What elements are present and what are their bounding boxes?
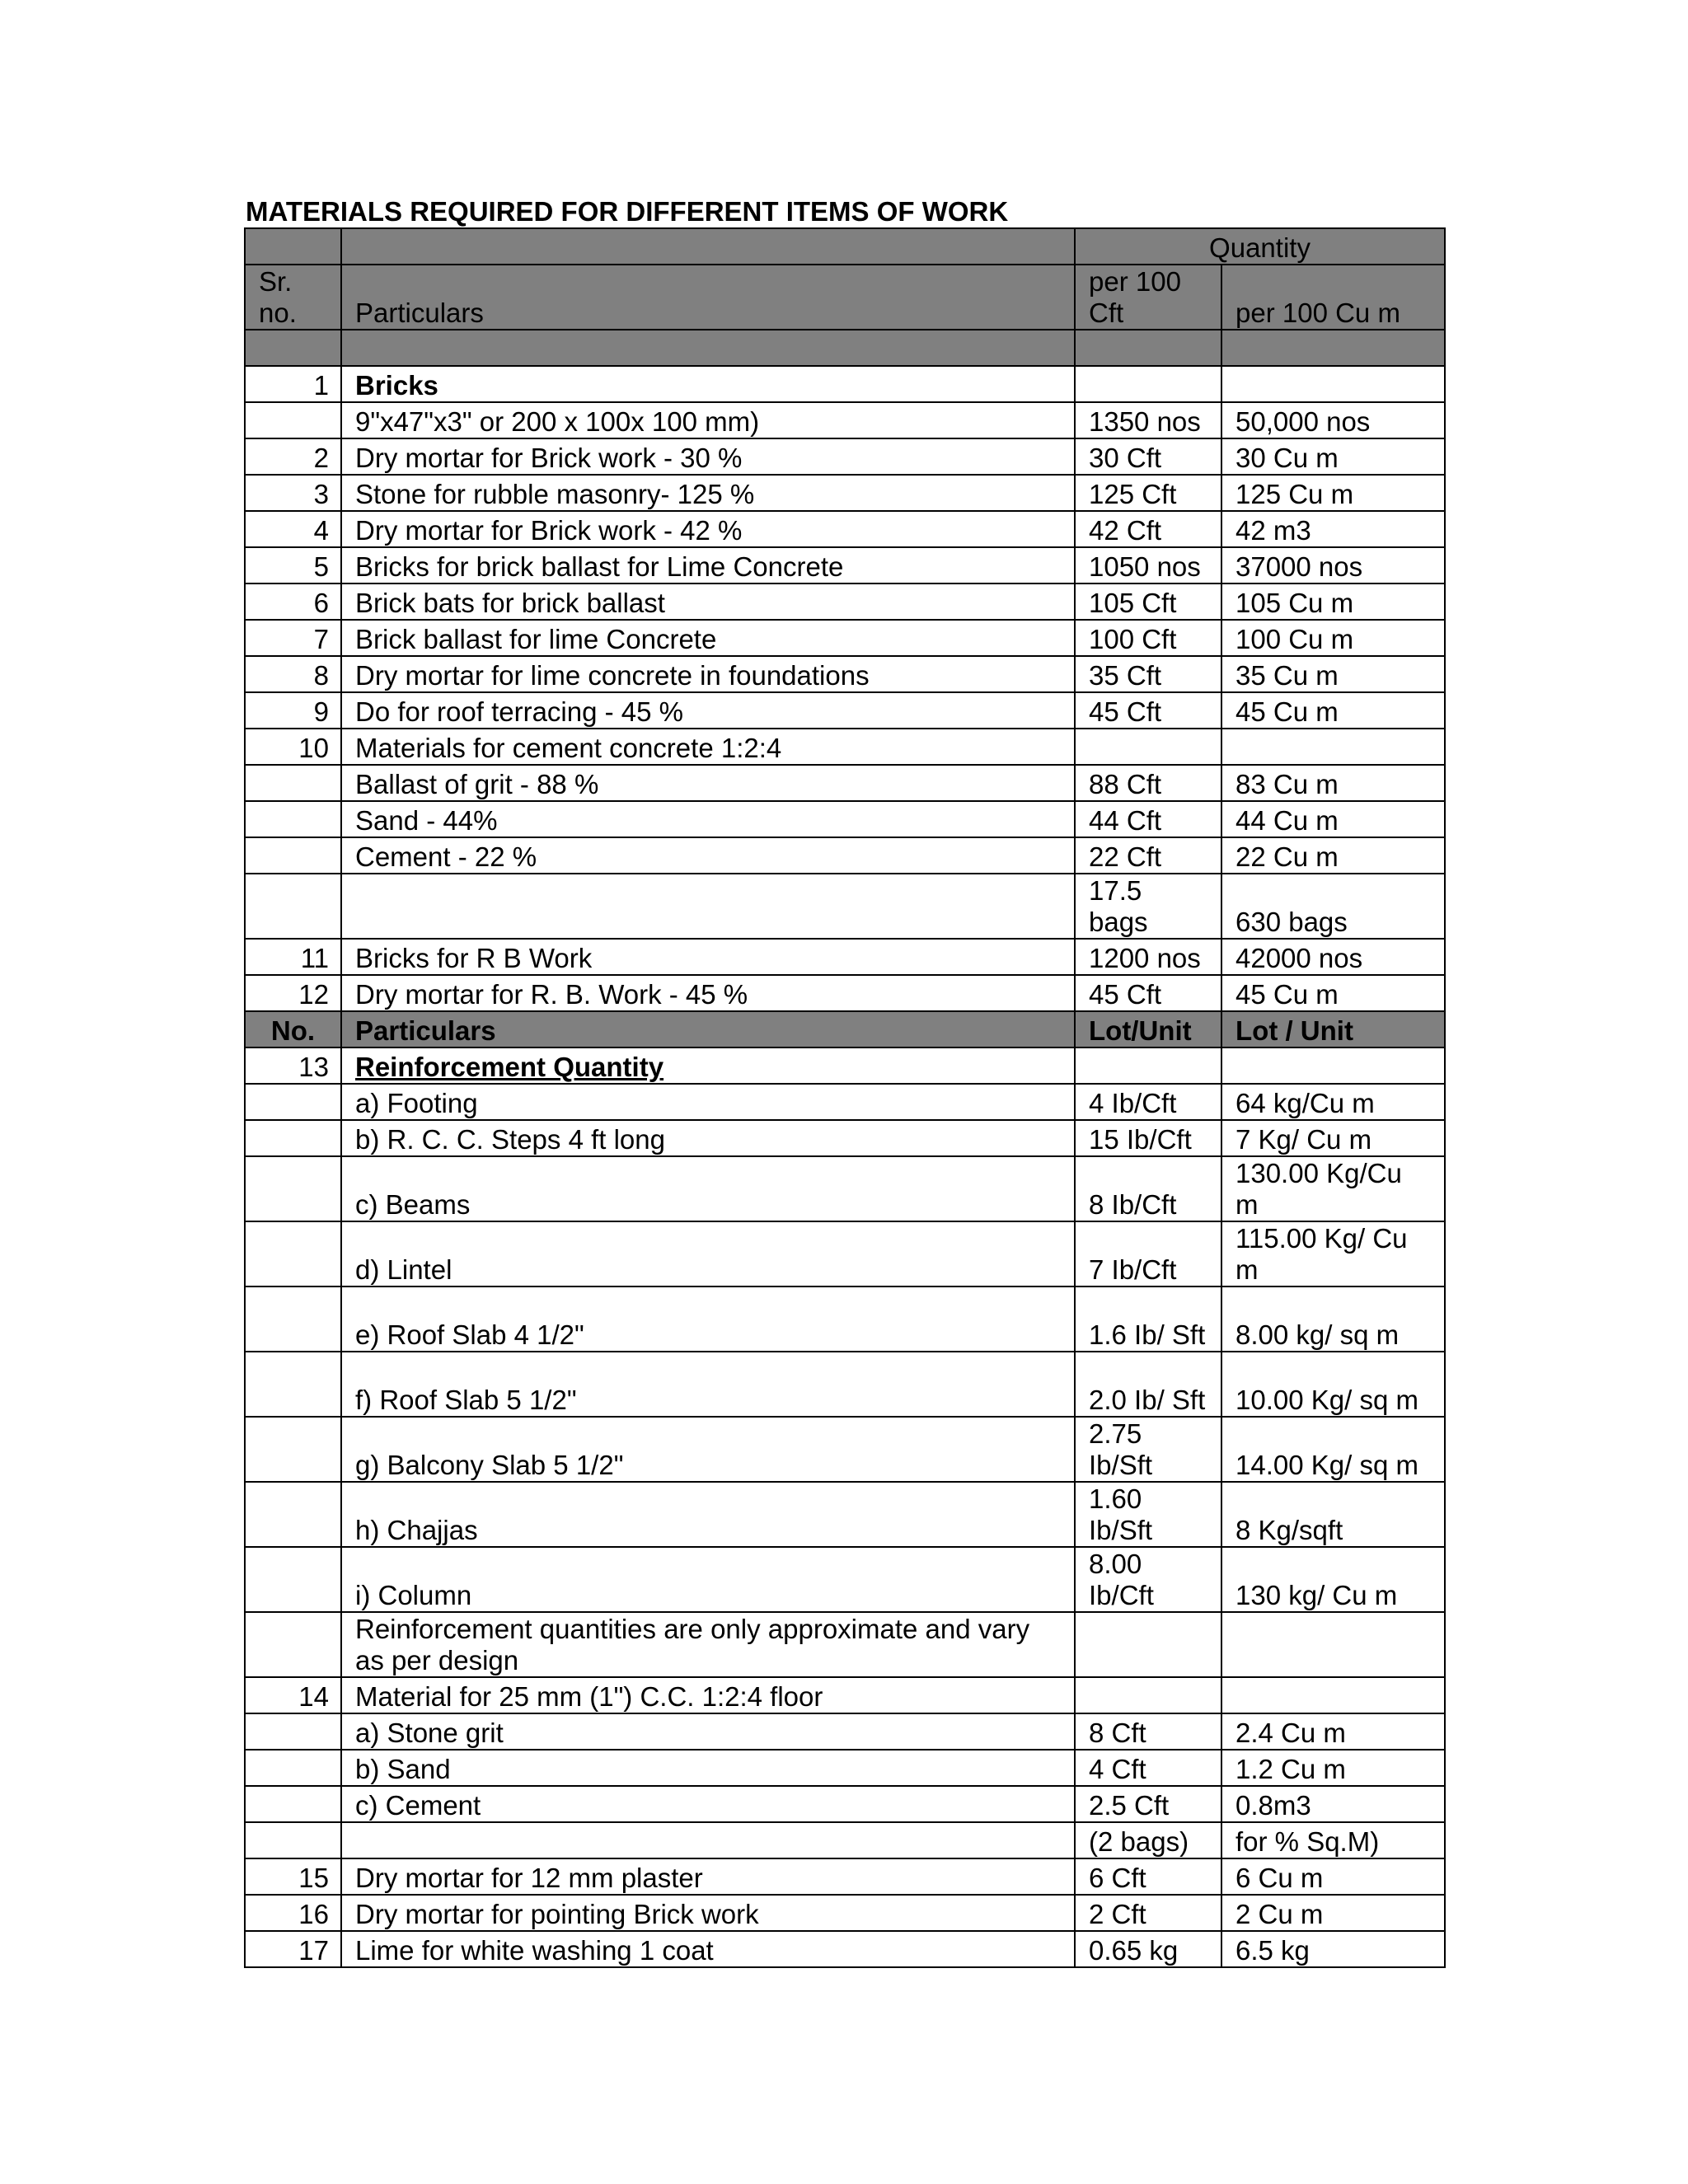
quantity-cell: 2.0 Ib/ Sft	[1075, 1352, 1221, 1417]
particulars-cell: a) Stone grit	[341, 1713, 1075, 1750]
table-row	[245, 1120, 1445, 1156]
row-number-cell	[245, 1750, 341, 1786]
particulars-cell: Bricks for brick ballast for Lime Concrete	[341, 547, 1075, 583]
per-100-cft-header: per 100 Cft	[1075, 265, 1221, 330]
quantity-cell: 35 Cu m	[1221, 656, 1445, 692]
particulars-cell: i) Column	[341, 1547, 1075, 1612]
header-cell	[1221, 330, 1445, 366]
row-number-cell	[245, 1156, 341, 1221]
row-number-cell: 15	[245, 1858, 341, 1895]
quantity-cell	[1221, 729, 1445, 765]
rows-group	[245, 366, 1445, 1011]
header-cell	[1075, 330, 1221, 366]
particulars-cell: Dry mortar for lime concrete in foundations	[341, 656, 1075, 692]
quantity-cell: 42000 nos	[1221, 939, 1445, 975]
row-number-cell	[245, 1286, 341, 1352]
quantity-cell: 6.5 kg	[1221, 1931, 1445, 1967]
table-row	[245, 1931, 1445, 1967]
quantity-cell: 105 Cft	[1075, 583, 1221, 620]
quantity-cell	[1221, 1677, 1445, 1713]
table-row	[245, 366, 1445, 402]
table-row	[245, 620, 1445, 656]
row-number-cell	[245, 837, 341, 874]
table-row	[245, 511, 1445, 547]
particulars-cell: Bricks	[341, 366, 1075, 402]
particulars-cell: Materials for cement concrete 1:2:4	[341, 729, 1075, 765]
quantity-cell: 630 bags	[1221, 874, 1445, 939]
particulars-cell: Stone for rubble masonry- 125 %	[341, 475, 1075, 511]
quantity-cell: 37000 nos	[1221, 547, 1445, 583]
quantity-cell: 45 Cu m	[1221, 692, 1445, 729]
particulars-subheader: Particulars	[341, 1011, 1075, 1047]
quantity-cell: 100 Cu m	[1221, 620, 1445, 656]
quantity-cell: 22 Cft	[1075, 837, 1221, 874]
quantity-cell	[1075, 366, 1221, 402]
header-cell	[245, 330, 341, 366]
table-row	[245, 1895, 1445, 1931]
table-row	[245, 1713, 1445, 1750]
row-number-cell: 1	[245, 366, 341, 402]
quantity-cell: 100 Cft	[1075, 620, 1221, 656]
table-row	[245, 1286, 1445, 1352]
particulars-cell: g) Balcony Slab 5 1/2"	[341, 1417, 1075, 1482]
table-row	[245, 692, 1445, 729]
quantity-cell	[1221, 1612, 1445, 1677]
table-row	[245, 1750, 1445, 1786]
quantity-cell: 22 Cu m	[1221, 837, 1445, 874]
quantity-cell: 8 Cft	[1075, 1713, 1221, 1750]
row-number-cell	[245, 402, 341, 438]
quantity-cell	[1075, 1612, 1221, 1677]
quantity-cell: 45 Cu m	[1221, 975, 1445, 1011]
quantity-cell: 8.00 kg/ sq m	[1221, 1286, 1445, 1352]
row-number-cell	[245, 1482, 341, 1547]
row-number-cell	[245, 765, 341, 801]
row-number-cell	[245, 1417, 341, 1482]
particulars-cell: Dry mortar for pointing Brick work	[341, 1895, 1075, 1931]
quantity-cell: 130 kg/ Cu m	[1221, 1547, 1445, 1612]
row-number-cell: 9	[245, 692, 341, 729]
quantity-cell: 105 Cu m	[1221, 583, 1445, 620]
row-number-cell: 6	[245, 583, 341, 620]
particulars-cell: Lime for white washing 1 coat	[341, 1931, 1075, 1967]
table-row	[245, 1221, 1445, 1286]
table-row	[245, 1786, 1445, 1822]
table-row	[245, 1547, 1445, 1612]
particulars-cell: Cement - 22 %	[341, 837, 1075, 874]
sr-no-header: Sr. no.	[245, 265, 341, 330]
header-row-quantity	[245, 228, 1445, 265]
table-row	[245, 475, 1445, 511]
particulars-cell: d) Lintel	[341, 1221, 1075, 1286]
row-number-cell	[245, 1084, 341, 1120]
table-row	[245, 1156, 1445, 1221]
document-title: MATERIALS REQUIRED FOR DIFFERENT ITEMS OF WORK	[246, 196, 1009, 227]
quantity-cell: 50,000 nos	[1221, 402, 1445, 438]
quantity-cell: 2.4 Cu m	[1221, 1713, 1445, 1750]
lot-unit-subheader: Lot / Unit	[1221, 1011, 1445, 1047]
quantity-cell: 42 m3	[1221, 511, 1445, 547]
quantity-cell: 8 Ib/Cft	[1075, 1156, 1221, 1221]
table-row	[245, 1047, 1445, 1084]
particulars-cell: Sand - 44%	[341, 801, 1075, 837]
table-row	[245, 1352, 1445, 1417]
row-number-cell: 7	[245, 620, 341, 656]
quantity-header: Quantity	[1075, 228, 1445, 265]
table-row	[245, 939, 1445, 975]
particulars-cell: a) Footing	[341, 1084, 1075, 1120]
row-number-cell	[245, 1713, 341, 1750]
quantity-cell: 130.00 Kg/Cu m	[1221, 1156, 1445, 1221]
row-number-cell	[245, 1786, 341, 1822]
table-row	[245, 1084, 1445, 1120]
quantity-cell: 88 Cft	[1075, 765, 1221, 801]
table-row	[245, 402, 1445, 438]
table-row	[245, 765, 1445, 801]
quantity-cell: 10.00 Kg/ sq m	[1221, 1352, 1445, 1417]
row-number-cell	[245, 874, 341, 939]
particulars-cell: Reinforcement Quantity	[341, 1047, 1075, 1084]
row-number-cell: 17	[245, 1931, 341, 1967]
table-row	[245, 656, 1445, 692]
particulars-cell: c) Beams	[341, 1156, 1075, 1221]
quantity-cell: 125 Cu m	[1221, 475, 1445, 511]
quantity-cell	[1075, 1047, 1221, 1084]
row-number-cell: 14	[245, 1677, 341, 1713]
quantity-cell: 42 Cft	[1075, 511, 1221, 547]
row-number-cell	[245, 1612, 341, 1677]
quantity-cell: 15 Ib/Cft	[1075, 1120, 1221, 1156]
subheader-row	[245, 1011, 1445, 1047]
particulars-cell: Dry mortar for R. B. Work - 45 %	[341, 975, 1075, 1011]
row-number-cell	[245, 1822, 341, 1858]
quantity-cell: 45 Cft	[1075, 692, 1221, 729]
particulars-cell: c) Cement	[341, 1786, 1075, 1822]
table-row	[245, 1417, 1445, 1482]
row-number-cell: 5	[245, 547, 341, 583]
quantity-cell: 44 Cu m	[1221, 801, 1445, 837]
row-number-cell: 16	[245, 1895, 341, 1931]
header-row-columns	[245, 265, 1445, 330]
particulars-cell	[341, 874, 1075, 939]
particulars-cell: e) Roof Slab 4 1/2"	[341, 1286, 1075, 1352]
quantity-cell: 115.00 Kg/ Cu m	[1221, 1221, 1445, 1286]
quantity-cell: 2 Cft	[1075, 1895, 1221, 1931]
table-row	[245, 874, 1445, 939]
quantity-cell: 0.8m3	[1221, 1786, 1445, 1822]
quantity-cell: 4 Cft	[1075, 1750, 1221, 1786]
quantity-cell: 35 Cft	[1075, 656, 1221, 692]
particulars-cell: Bricks for R B Work	[341, 939, 1075, 975]
quantity-cell: 8.00 Ib/Cft	[1075, 1547, 1221, 1612]
row-number-cell	[245, 1120, 341, 1156]
header-cell	[245, 228, 341, 265]
quantity-cell: 2.5 Cft	[1075, 1786, 1221, 1822]
header-cell	[341, 330, 1075, 366]
quantity-cell: 7 Ib/Cft	[1075, 1221, 1221, 1286]
table-row	[245, 1482, 1445, 1547]
quantity-cell: 45 Cft	[1075, 975, 1221, 1011]
quantity-cell: 125 Cft	[1075, 475, 1221, 511]
header-spacer-row	[245, 330, 1445, 366]
quantity-cell	[1075, 1677, 1221, 1713]
row-number-cell	[245, 1352, 341, 1417]
particulars-cell: Dry mortar for 12 mm plaster	[341, 1858, 1075, 1895]
row-number-cell: 8	[245, 656, 341, 692]
no-subheader: No.	[245, 1011, 341, 1047]
row-number-cell	[245, 1221, 341, 1286]
quantity-cell: 30 Cu m	[1221, 438, 1445, 475]
row-number-cell: 10	[245, 729, 341, 765]
quantity-cell: 2 Cu m	[1221, 1895, 1445, 1931]
particulars-cell: Brick bats for brick ballast	[341, 583, 1075, 620]
row-number-cell	[245, 801, 341, 837]
row-number-cell	[245, 1547, 341, 1612]
table-row	[245, 1612, 1445, 1677]
row-number-cell: 3	[245, 475, 341, 511]
table-row	[245, 1677, 1445, 1713]
quantity-cell: 6 Cft	[1075, 1858, 1221, 1895]
materials-table	[244, 227, 1446, 1968]
quantity-cell	[1075, 729, 1221, 765]
quantity-cell: 30 Cft	[1075, 438, 1221, 475]
row-number-cell: 13	[245, 1047, 341, 1084]
row-number-cell: 11	[245, 939, 341, 975]
quantity-cell: 1350 nos	[1075, 402, 1221, 438]
quantity-cell: 83 Cu m	[1221, 765, 1445, 801]
quantity-cell: 1.60 Ib/Sft	[1075, 1482, 1221, 1547]
quantity-cell: 0.65 kg	[1075, 1931, 1221, 1967]
particulars-cell: Material for 25 mm (1") C.C. 1:2:4 floor	[341, 1677, 1075, 1713]
quantity-cell: 1.2 Cu m	[1221, 1750, 1445, 1786]
rows2-group	[245, 1047, 1445, 1967]
particulars-cell: b) R. C. C. Steps 4 ft long	[341, 1120, 1075, 1156]
row-number-cell: 12	[245, 975, 341, 1011]
quantity-cell: 4 Ib/Cft	[1075, 1084, 1221, 1120]
particulars-cell: Ballast of grit - 88 %	[341, 765, 1075, 801]
row-number-cell: 4	[245, 511, 341, 547]
quantity-cell: 7 Kg/ Cu m	[1221, 1120, 1445, 1156]
quantity-cell	[1221, 366, 1445, 402]
quantity-cell: 2.75 Ib/Sft	[1075, 1417, 1221, 1482]
quantity-cell: 1200 nos	[1075, 939, 1221, 975]
particulars-cell: 9"x47"x3" or 200 x 100x 100 mm)	[341, 402, 1075, 438]
table-row	[245, 438, 1445, 475]
quantity-cell: 44 Cft	[1075, 801, 1221, 837]
quantity-cell: 6 Cu m	[1221, 1858, 1445, 1895]
particulars-cell	[341, 1822, 1075, 1858]
quantity-cell: 14.00 Kg/ sq m	[1221, 1417, 1445, 1482]
particulars-cell: Dry mortar for Brick work - 30 %	[341, 438, 1075, 475]
particulars-cell: Brick ballast for lime Concrete	[341, 620, 1075, 656]
table-row	[245, 547, 1445, 583]
table-row	[245, 837, 1445, 874]
header-cell	[341, 228, 1075, 265]
particulars-cell: Reinforcement quantities are only approximate and vary as per design	[341, 1612, 1075, 1677]
particulars-cell: h) Chajjas	[341, 1482, 1075, 1547]
particulars-cell: f) Roof Slab 5 1/2"	[341, 1352, 1075, 1417]
lot-unit-subheader: Lot/Unit	[1075, 1011, 1221, 1047]
table-row	[245, 1822, 1445, 1858]
quantity-cell: 64 kg/Cu m	[1221, 1084, 1445, 1120]
quantity-cell	[1221, 1047, 1445, 1084]
quantity-cell: 1050 nos	[1075, 547, 1221, 583]
particulars-cell: b) Sand	[341, 1750, 1075, 1786]
quantity-cell: 17.5 bags	[1075, 874, 1221, 939]
per-100-cum-header: per 100 Cu m	[1221, 265, 1445, 330]
particulars-cell: Dry mortar for Brick work - 42 %	[341, 511, 1075, 547]
table-row	[245, 801, 1445, 837]
particulars-header: Particulars	[341, 265, 1075, 330]
quantity-cell: 1.6 Ib/ Sft	[1075, 1286, 1221, 1352]
table-row	[245, 729, 1445, 765]
row-number-cell: 2	[245, 438, 341, 475]
quantity-cell: (2 bags)	[1075, 1822, 1221, 1858]
quantity-cell: for % Sq.M)	[1221, 1822, 1445, 1858]
particulars-cell: Do for roof terracing - 45 %	[341, 692, 1075, 729]
table-row	[245, 1858, 1445, 1895]
table-row	[245, 583, 1445, 620]
table-row	[245, 975, 1445, 1011]
quantity-cell: 8 Kg/sqft	[1221, 1482, 1445, 1547]
